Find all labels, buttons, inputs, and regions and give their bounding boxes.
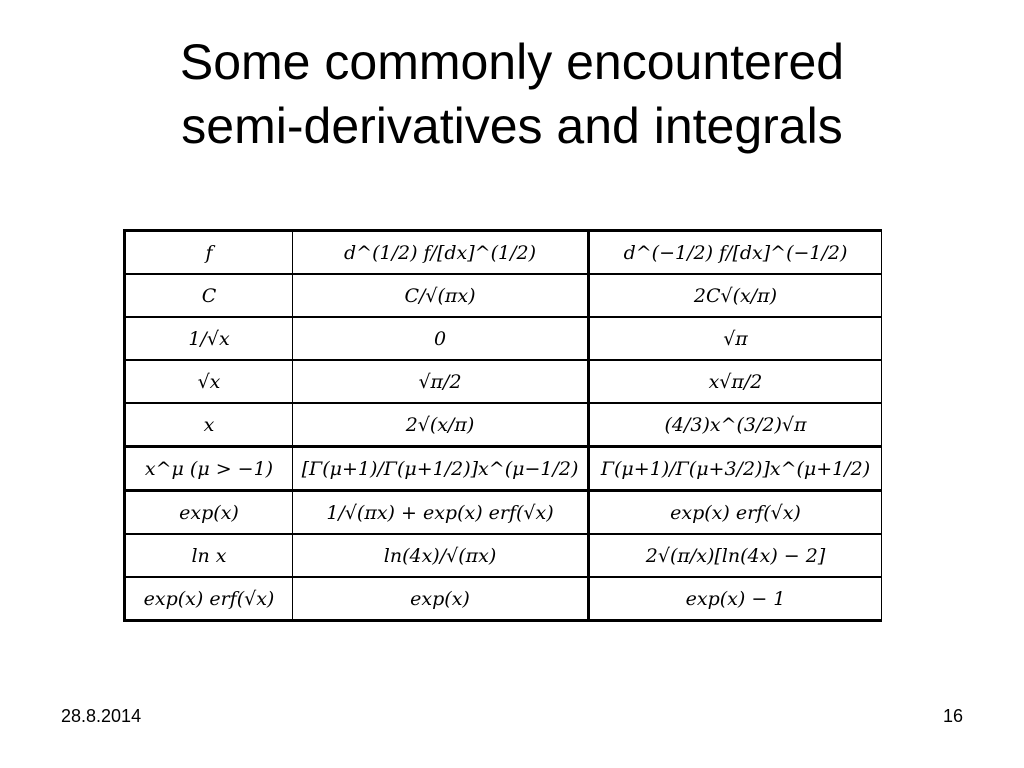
semi-integral-cell: 2√(π/x)[ln(4x) − 2] <box>589 534 882 577</box>
semi-derivative-cell: 2√(x/π) <box>293 403 589 447</box>
semi-derivative-cell: 0 <box>293 317 589 360</box>
footer-date: 28.8.2014 <box>61 706 142 726</box>
formula-table <box>123 229 882 622</box>
function-cell: exp(x) <box>125 491 293 535</box>
semi-integral-cell: exp(x) erf(√x) <box>589 491 882 535</box>
function-cell: x <box>125 403 293 447</box>
semi-integral-cell: 2C√(x/π) <box>589 274 882 317</box>
slide-title <box>0 30 1024 158</box>
semi-integral-cell: Γ(μ+1)/Γ(μ+3/2)]x^(μ+1/2) <box>589 447 882 491</box>
table-row <box>125 274 882 317</box>
table-header-row <box>125 231 882 275</box>
formula-table-container <box>123 229 880 622</box>
semi-derivative-cell: ln(4x)/√(πx) <box>293 534 589 577</box>
table-row <box>125 317 882 360</box>
table-row <box>125 491 882 535</box>
function-cell: √x <box>125 360 293 403</box>
semi-derivative-cell: [Γ(μ+1)/Γ(μ+1/2)]x^(μ−1/2) <box>293 447 589 491</box>
semi-integral-cell: (4/3)x^(3/2)√π <box>589 403 882 447</box>
function-cell: 1/√x <box>125 317 293 360</box>
function-cell: exp(x) erf(√x) <box>125 577 293 621</box>
table-row <box>125 360 882 403</box>
header-cell-semi-derivative: d^(1/2) f/[dx]^(1/2) <box>293 231 589 275</box>
semi-integral-cell: √π <box>589 317 882 360</box>
semi-derivative-cell: 1/√(πx) + exp(x) erf(√x) <box>293 491 589 535</box>
slide-title-line-1: Some commonly encountered <box>179 34 845 90</box>
semi-derivative-cell: √π/2 <box>293 360 589 403</box>
slide-title-line-2: semi-derivatives and integrals <box>181 98 843 154</box>
table-row <box>125 534 882 577</box>
function-cell: x^μ (μ > −1) <box>125 447 293 491</box>
semi-integral-cell: exp(x) − 1 <box>589 577 882 621</box>
semi-derivative-cell: C/√(πx) <box>293 274 589 317</box>
function-cell: ln x <box>125 534 293 577</box>
header-cell-semi-integral: d^(−1/2) f/[dx]^(−1/2) <box>589 231 882 275</box>
semi-derivative-cell: exp(x) <box>293 577 589 621</box>
table-row <box>125 447 882 491</box>
footer-page-number: 16 <box>942 706 963 726</box>
header-cell-function: f <box>125 231 293 275</box>
semi-integral-cell: x√π/2 <box>589 360 882 403</box>
table-row <box>125 403 882 447</box>
function-cell: C <box>125 274 293 317</box>
table-row <box>125 577 882 621</box>
